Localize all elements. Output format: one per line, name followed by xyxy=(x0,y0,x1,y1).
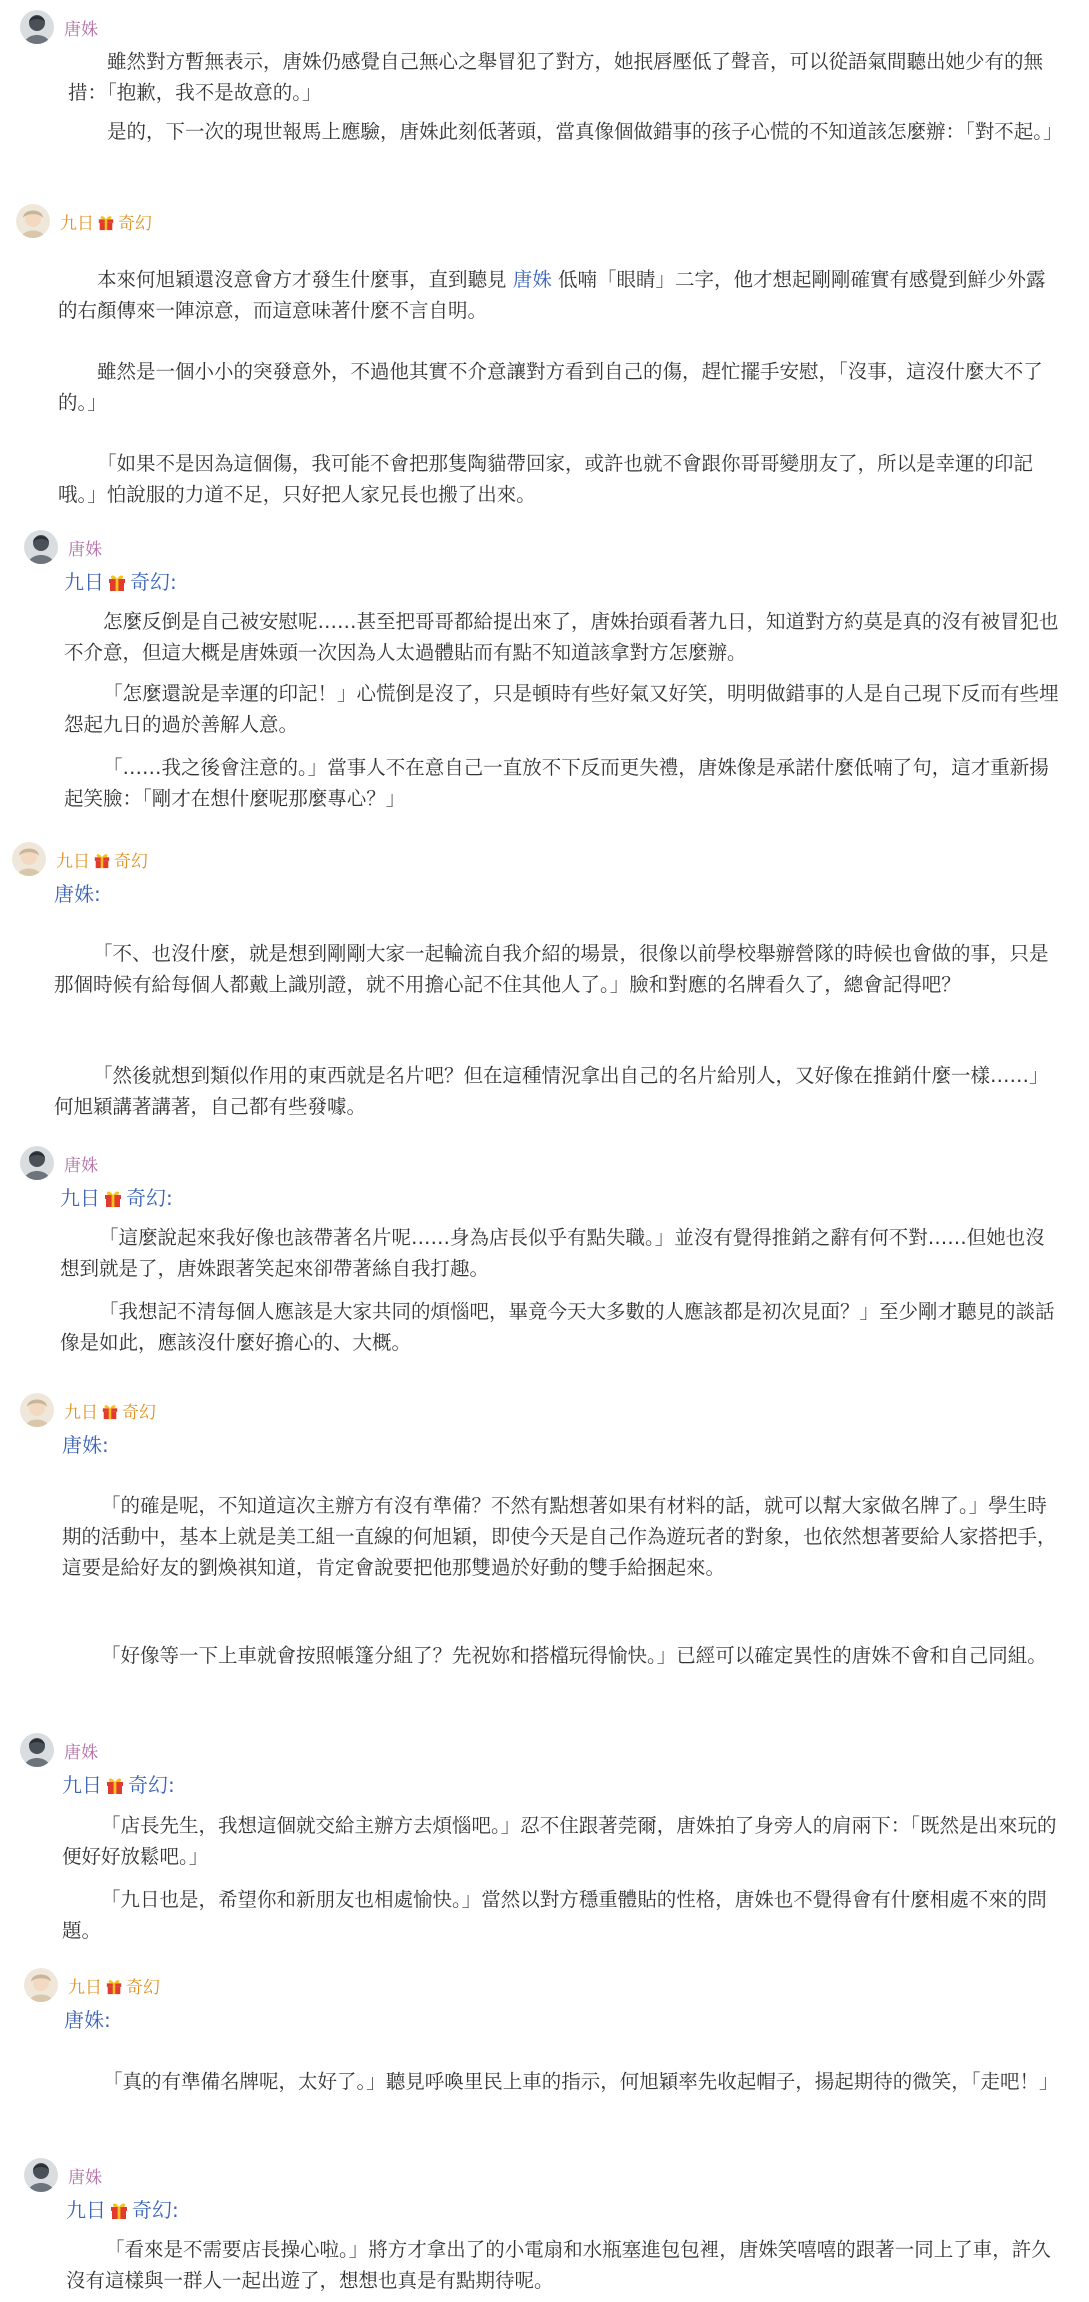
post-paragraph: 「我想記不清每個人應該是大家共同的煩惱吧，畢竟今天大多數的人應該都是初次見面？」至少剛才聽見的談話像是如此，應該沒什麼好擔心的、大概。 xyxy=(60,1300,1055,1354)
post-header xyxy=(20,1733,98,1767)
avatar[interactable] xyxy=(24,2158,58,2192)
post-header xyxy=(16,204,152,238)
author-name-part: 九日 xyxy=(68,1977,102,1998)
gift-icon xyxy=(101,1402,119,1420)
post-header xyxy=(12,842,148,876)
post-paragraph: 「這麼說起來我好像也該帶著名片呢……身為店長似乎有點失職。」並沒有覺得推銷之辭有何不對……但她也沒想到就是了，唐姝跟著笑起來卻帶著絲自我打趣。 xyxy=(60,1226,1045,1280)
author-name[interactable]: 唐姝 xyxy=(64,1742,98,1763)
gift-icon xyxy=(103,1188,123,1208)
quote-reference[interactable]: 唐姝: xyxy=(62,1433,109,1457)
post-paragraph: 「看來是不需要店長操心啦。」將方才拿出了的小電扇和水瓶塞進包包裡，唐姝笑嘻嘻的跟著一同上了車，許久沒有這樣與一群人一起出遊了，想想也真是有點期待呢。 xyxy=(66,2238,1051,2292)
gift-icon xyxy=(93,851,111,869)
quote-reference[interactable] xyxy=(60,1182,173,1211)
quote-name-part: 九日 xyxy=(66,2198,106,2222)
quote-name-part: 奇幻: xyxy=(126,1186,173,1210)
avatar[interactable] xyxy=(12,842,46,876)
post-header xyxy=(20,1146,98,1180)
author-name[interactable]: 唐姝 xyxy=(68,539,102,560)
author-name[interactable]: 唐姝 xyxy=(68,2167,102,2188)
author-name-part: 九日 xyxy=(56,851,90,872)
avatar[interactable] xyxy=(20,1393,54,1427)
author-name-part: 奇幻 xyxy=(126,1977,160,1998)
author-name-part: 奇幻 xyxy=(118,213,152,234)
quote-reference[interactable]: 唐姝: xyxy=(64,2008,111,2032)
post-paragraph: 「店長先生，我想這個就交給主辦方去煩惱吧。」忍不住跟著莞爾，唐姝拍了身旁人的肩兩下：「既然是出來玩的便好好放鬆吧。」 xyxy=(62,1814,1057,1868)
quote-reference[interactable] xyxy=(62,1769,175,1798)
post-paragraph: 「不、也沒什麼，就是想到剛剛大家一起輪流自我介紹的場景，很像以前學校舉辦營隊的時候也會做的事，只是那個時候有給每個人都戴上識別證，就不用擔心記不住其他人了。」臉和對應的名牌看久了，總會記得吧？ xyxy=(54,942,1049,996)
quote-name-part: 九日 xyxy=(64,570,104,594)
quote-name-part: 九日 xyxy=(62,1773,102,1797)
gift-icon xyxy=(109,2200,129,2220)
gift-icon xyxy=(105,1977,123,1995)
author-name-part: 奇幻 xyxy=(114,851,148,872)
author-name-part: 九日 xyxy=(60,213,94,234)
quote-name-part: 奇幻: xyxy=(128,1773,175,1797)
author-name[interactable]: 唐姝 xyxy=(64,1155,98,1176)
quote-name-part: 奇幻: xyxy=(132,2198,179,2222)
paragraph-text: 低喃「眼睛」二字，他才想起剛剛確實有感覺到鮮少外露的右顏傳來一陣涼意，而這意味著什麼不言自明。 xyxy=(58,268,1046,322)
author-name[interactable] xyxy=(60,209,152,234)
author-name[interactable] xyxy=(68,1973,160,1998)
post-paragraph: 「真的有準備名牌呢，太好了。」聽見呼喚里民上車的指示，何旭穎率先收起帽子，揚起期待的微笑，「走吧！」 xyxy=(103,2070,1059,2093)
gift-icon xyxy=(107,572,127,592)
avatar[interactable] xyxy=(24,530,58,564)
avatar[interactable] xyxy=(20,1733,54,1767)
post-paragraph: 「然後就想到類似作用的東西就是名片吧？但在這種情況拿出自己的名片給別人，又好像在推銷什麼一樣……」何旭穎講著講著，自己都有些發噱。 xyxy=(54,1064,1049,1118)
post-header xyxy=(20,1393,156,1427)
avatar[interactable] xyxy=(20,10,54,44)
post-paragraph: 「的確是呢，不知道這次主辦方有沒有準備？不然有點想著如果有材料的話，就可以幫大家做名牌了。」學生時期的活動中，基本上就是美工組一直線的何旭穎，即使今天是自己作為遊玩者的對象，也依然想著要給人家搭把手，這要是給好友的劉煥祺知道，肯定會說要把他那雙過於好動的雙手給捆起來。 xyxy=(62,1494,1057,1579)
post-paragraph: 雖然是一個小小的突發意外，不過他其實不介意讓對方看到自己的傷，趕忙擺手安慰，「沒事，這沒什麼大不了的。」 xyxy=(58,360,1043,414)
author-name-part: 奇幻 xyxy=(122,1402,156,1423)
quote-reference[interactable]: 唐姝: xyxy=(54,882,101,906)
avatar[interactable] xyxy=(16,204,50,238)
gift-icon xyxy=(105,1775,125,1795)
avatar[interactable] xyxy=(24,1968,58,2002)
post-header xyxy=(24,530,102,564)
post-paragraph: 「怎麼還說是幸運的印記！」心慌倒是沒了，只是頓時有些好氣又好笑，明明做錯事的人是自己現下反而有些埋怨起九日的過於善解人意。 xyxy=(64,682,1059,736)
mention-tang[interactable]: 唐姝 xyxy=(512,268,552,291)
post-paragraph: 「如果不是因為這個傷，我可能不會把那隻陶貓帶回家，或許也就不會跟你哥哥變朋友了，所以是幸運的印記哦。」怕說服的力道不足，只好把人家兄長也搬了出來。 xyxy=(58,452,1034,506)
gift-icon xyxy=(97,213,115,231)
avatar[interactable] xyxy=(20,1146,54,1180)
post-paragraph: 雖然對方暫無表示，唐姝仍感覺自己無心之舉冒犯了對方，她抿唇壓低了聲音，可以從語氣間聽出她少有的無措：「抱歉，我不是故意的。」 xyxy=(68,50,1044,104)
post-paragraph: 「好像等一下上車就會按照帳篷分組了？先祝妳和搭檔玩得愉快。」已經可以確定異性的唐姝不會和自己同組。 xyxy=(101,1644,1047,1667)
post-paragraph: 「……我之後會注意的。」當事人不在意自己一直放不下反而更失禮，唐姝像是承諾什麼低喃了句，這才重新揚起笑臉：「剛才在想什麼呢那麼專心？」 xyxy=(64,756,1049,810)
post-paragraph: 「九日也是，希望你和新朋友也相處愉快。」當然以對方穩重體貼的性格，唐姝也不覺得會有什麼相處不來的問題。 xyxy=(62,1888,1047,1942)
author-name-part: 九日 xyxy=(64,1402,98,1423)
quote-name-part: 九日 xyxy=(60,1186,100,1210)
author-name[interactable]: 唐姝 xyxy=(64,19,98,40)
post-paragraph xyxy=(58,264,1064,326)
author-name[interactable] xyxy=(64,1398,156,1423)
quote-name-part: 奇幻: xyxy=(130,570,177,594)
quote-reference[interactable] xyxy=(64,566,177,595)
post-paragraph: 是的，下一次的現世報馬上應驗，唐姝此刻低著頭，當真像個做錯事的孩子心慌的不知道該怎麼辦：「對不起。」 xyxy=(107,120,1063,143)
post-paragraph: 怎麼反倒是自己被安慰呢……甚至把哥哥都給提出來了，唐姝抬頭看著九日，知道對方約莫是真的沒有被冒犯也不介意，但這大概是唐姝頭一次因為人太過體貼而有點不知道該拿對方怎麼辦。 xyxy=(64,610,1059,664)
post-header xyxy=(20,10,98,44)
paragraph-text: 本來何旭穎還沒意會方才發生什麼事，直到聽見 xyxy=(97,268,507,291)
post-header xyxy=(24,1968,160,2002)
quote-reference[interactable] xyxy=(66,2194,179,2223)
post-header xyxy=(24,2158,102,2192)
author-name[interactable] xyxy=(56,847,148,872)
